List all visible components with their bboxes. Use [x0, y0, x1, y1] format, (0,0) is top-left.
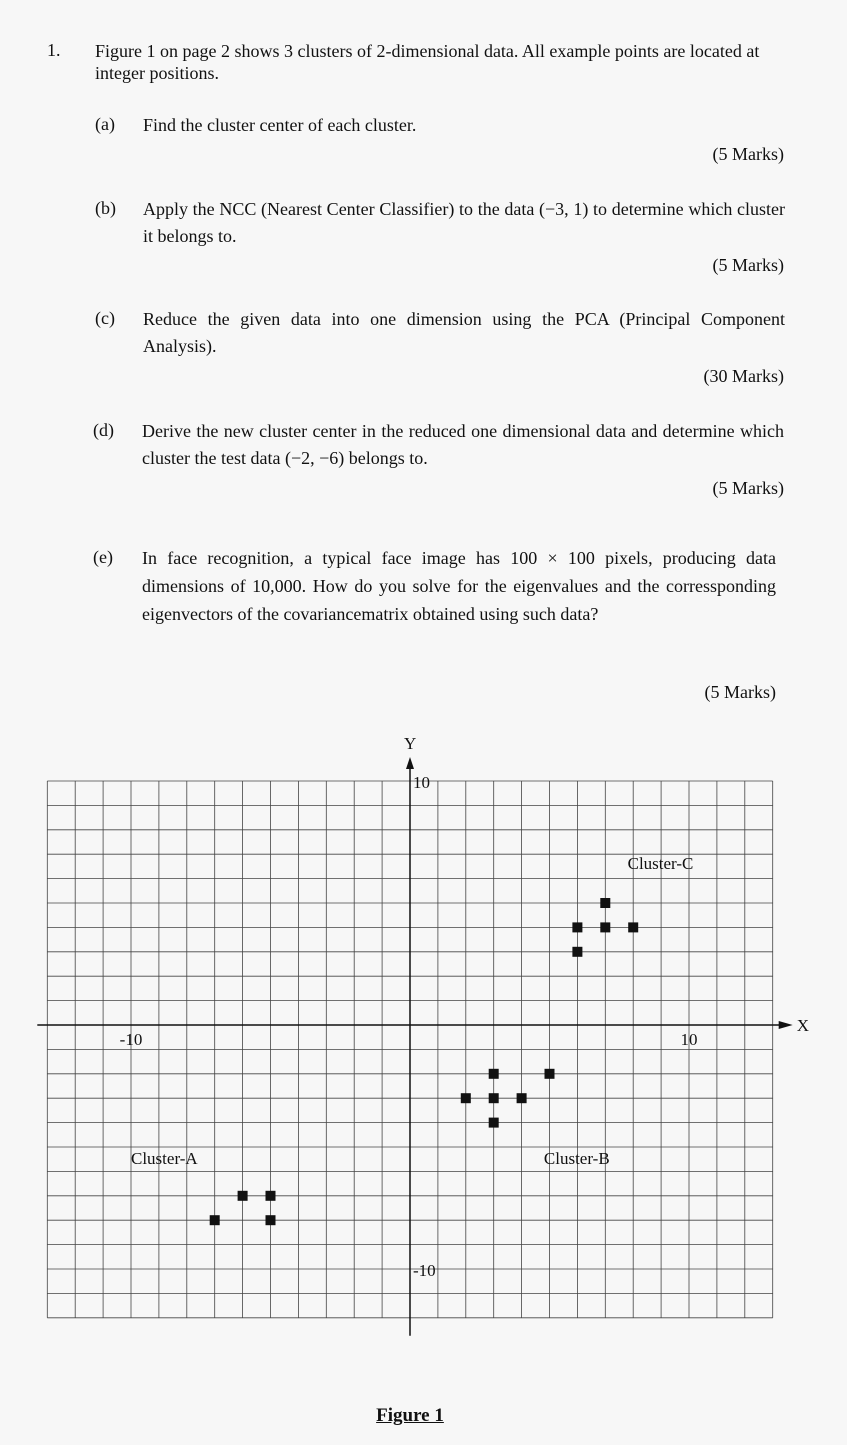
data-point-cluster-b — [489, 1118, 499, 1128]
y-axis-label: Y — [404, 734, 417, 753]
part-e-marks: (5 Marks) — [704, 682, 776, 702]
part-d-text: Derive the new cluster center in the reduced one dimensional data and determine which cluster the test data (−2, −6) belongs to. — [142, 421, 784, 468]
chart-tick-labels — [120, 773, 698, 1280]
part-b-marks: (5 Marks) — [712, 255, 784, 275]
data-point-cluster-b — [461, 1093, 471, 1103]
data-point-cluster-c — [600, 898, 610, 908]
question-number: 1. — [47, 40, 61, 60]
series-label-cluster-a: Cluster-A — [131, 1149, 198, 1169]
data-point-cluster-a — [238, 1191, 248, 1201]
part-b-text: Apply the NCC (Nearest Center Classifier) to the data (−3, 1) to determine which cluster it belongs to. — [143, 199, 785, 246]
part-d-label: (d) — [93, 420, 114, 440]
part-a-text: Find the cluster center of each cluster. — [143, 115, 417, 135]
part-a-label: (a) — [95, 114, 115, 134]
part-c-marks: (30 Marks) — [703, 366, 784, 386]
x-axis-label: X — [796, 1016, 809, 1035]
part-d-marks: (5 Marks) — [712, 478, 784, 498]
part-c-text: Reduce the given data into one dimension using the PCA (Principal Component Analysis). — [143, 309, 785, 356]
figure-1-scatter-plot — [0, 720, 847, 1360]
data-point-cluster-a — [210, 1215, 220, 1225]
data-point-cluster-a — [266, 1215, 276, 1225]
y-axis-arrow — [406, 757, 414, 769]
part-e-text: In face recognition, a typical face image has 100 × 100 pixels, producing data dimensions of 10,000. How do you solve for the eigenvalues and the corressponding eigenvectors of the covariancematrix obtained using such data? — [142, 548, 776, 624]
series-label-cluster-b: Cluster-B — [543, 1149, 610, 1169]
x-tick-label: 10 — [680, 1030, 698, 1049]
figure-caption: Figure 1 — [376, 1405, 444, 1426]
data-point-cluster-c — [628, 922, 638, 932]
data-point-cluster-b — [545, 1069, 555, 1079]
chart-points — [210, 898, 639, 1225]
y-tick-label: -10 — [413, 1261, 436, 1280]
x-tick-label: -10 — [119, 1030, 143, 1049]
series-label-cluster-c: Cluster-C — [627, 853, 694, 873]
data-point-cluster-c — [600, 922, 610, 932]
part-e-label: (e) — [93, 547, 113, 567]
data-point-cluster-c — [572, 922, 582, 932]
x-axis-arrow — [779, 1021, 793, 1029]
data-point-cluster-b — [489, 1093, 499, 1103]
part-c-label: (c) — [95, 308, 115, 328]
data-point-cluster-a — [266, 1191, 276, 1201]
question-intro: Figure 1 on page 2 shows 3 clusters of 2-dimensional data. All example points are located at integer positions. — [95, 41, 760, 83]
data-point-cluster-c — [572, 947, 582, 957]
data-point-cluster-b — [489, 1069, 499, 1079]
part-a-marks: (5 Marks) — [712, 144, 784, 164]
part-b-label: (b) — [95, 198, 116, 218]
y-tick-label: 10 — [413, 773, 430, 792]
data-point-cluster-b — [517, 1093, 527, 1103]
